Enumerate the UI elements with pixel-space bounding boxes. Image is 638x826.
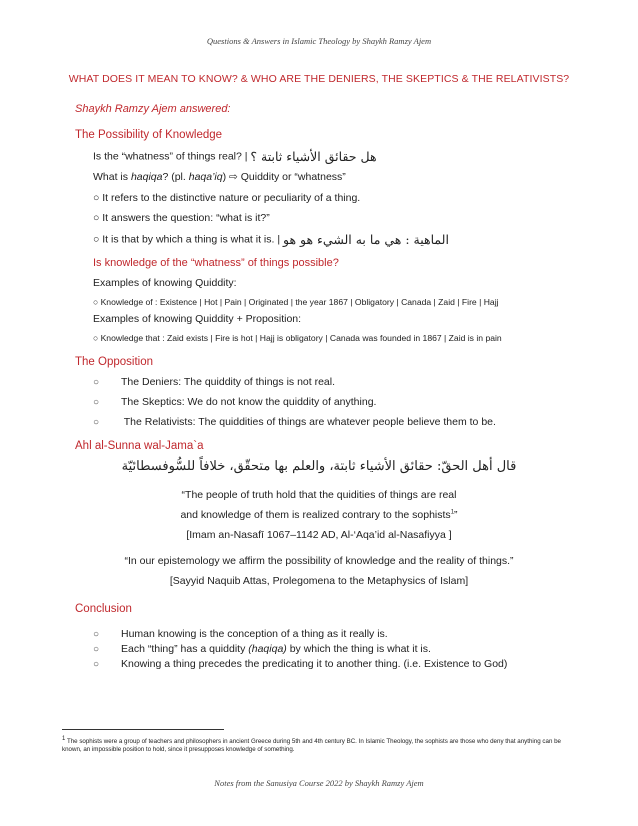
conclusion-text-2-post: by which the thing is what it is. — [286, 643, 431, 655]
opposition-item-deniers — [93, 376, 335, 388]
haqiqa-mid: ? (pl. — [162, 171, 189, 183]
haqiqa-plural: haqa’iq — [188, 171, 223, 183]
nasafi-quote-line1: “The people of truth hold that the quidities of things are real — [181, 489, 457, 501]
footnote-divider — [62, 729, 224, 730]
subheading-whatness-possible: Is knowledge of the “whatness” of things possible? — [93, 257, 339, 269]
conclusion-text-2-term: (haqiqa) — [248, 643, 287, 655]
nasafi-quote-line2 — [0, 509, 638, 521]
bullet-that-by-which-english: ○ It is that by which a thing is what it is. | — [93, 233, 281, 246]
nasafi-arabic-text: قال أهل الحقّ: حقائق الأشياء ثابتة، والعلم بها متحقّق، خلافاً للسُّوفسطائيّة — [121, 459, 517, 474]
question-arabic: هل حقائق الأشياء ثابتة ؟ — [250, 149, 377, 164]
haqiqa-post: ) ⇨ Quiddity or “whatness” — [222, 171, 346, 183]
conclusion-text-3: Knowing a thing precedes the predicating it to another thing. (i.e. Existence to God) — [121, 658, 508, 670]
nasafi-quote-close: ” — [454, 509, 458, 521]
page-header: Questions & Answers in Islamic Theology by Shaykh Ramzy Ajem — [206, 36, 432, 46]
opposition-item-relativists — [93, 416, 496, 428]
bullet-circle: ○ — [93, 377, 100, 388]
bullet-distinctive-nature: ○ It refers to the distinctive nature or peculiarity of a thing. — [93, 192, 361, 204]
opposition-item-skeptics — [93, 396, 376, 408]
relativists-text: The Relativists: The quiddities of things are whatever people believe them to be. — [121, 416, 496, 428]
conclusion-item-2 — [93, 643, 431, 655]
bullet-circle: ○ — [93, 659, 100, 670]
bullet-what-is-it: ○ It answers the question: “what is it?” — [93, 212, 270, 224]
attas-quote: “In our epistemology we affirm the possibility of knowledge and the reality of things.” — [124, 555, 514, 567]
examples-proposition-list: ○ Knowledge that : Zaid exists | Fire is hot | Hajj is obligatory | Canada was founded in 1867 | Zaid is in pain — [93, 333, 502, 343]
page-footer: Notes from the Sanusiya Course 2022 by Shaykh Ramzy Ajem — [214, 778, 424, 788]
attas-citation: [Sayyid Naquib Attas, Prolegomena to the Metaphysics of Islam] — [169, 575, 469, 587]
bullet-circle: ○ — [93, 629, 100, 640]
section-heading-ahl-sunna: Ahl al-Sunna wal-Jama`a — [75, 440, 204, 452]
bullet-circle: ○ — [93, 397, 100, 408]
conclusion-item-1 — [93, 628, 388, 640]
examples-quiddity-label: Examples of knowing Quiddity: — [93, 277, 237, 289]
nasafi-quote-line2-text: and knowledge of them is realized contrary to the sophists — [180, 509, 451, 521]
haqiqa-definition — [93, 171, 346, 183]
mahiyya-arabic: الماهية : هي ما به الشيء هو هو — [282, 232, 449, 247]
conclusion-item-3 — [93, 658, 507, 670]
footnote-number: 1 — [62, 736, 66, 742]
bullet-circle: ○ — [93, 644, 100, 655]
examples-quiddity-list: ○ Knowledge of : Existence | Hot | Pain | Originated | the year 1867 | Obligatory | Canada | Zaid | Fire | Hajj — [93, 297, 499, 307]
examples-proposition-label: Examples of knowing Quiddity + Proposition: — [93, 313, 302, 325]
conclusion-text-1: Human knowing is the conception of a thing as it really is. — [121, 628, 388, 640]
question-line — [93, 149, 377, 164]
footnote-text: The sophists were a group of teachers and philosophers in ancient Greece during 5th and 4th century BC. In Islamic Theology, the sophists are those who deny that anything can be known, an impossible position to hold, since it presupposes knowledge of something. — [62, 738, 561, 754]
answered-by: Shaykh Ramzy Ajem answered: — [75, 103, 231, 115]
skeptics-text: The Skeptics: We do not know the quiddity of anything. — [121, 396, 377, 408]
section-heading-opposition: The Opposition — [75, 356, 153, 368]
footnote — [62, 735, 582, 754]
question-english: Is the “whatness” of things real? | — [93, 150, 248, 163]
document-title: WHAT DOES IT MEAN TO KNOW? & WHO ARE THE DENIERS, THE SKEPTICS & THE RELATIVISTS? — [68, 73, 570, 85]
nasafi-arabic-quote — [0, 459, 638, 474]
bullet-circle: ○ — [93, 417, 100, 428]
section-heading-possibility: The Possibility of Knowledge — [75, 129, 223, 141]
haqiqa-term: haqiqa — [130, 171, 163, 183]
haqiqa-pre: What is — [93, 171, 131, 183]
section-heading-conclusion: Conclusion — [75, 603, 132, 615]
bullet-that-by-which — [93, 232, 449, 247]
deniers-text: The Deniers: The quiddity of things is not real. — [121, 376, 336, 388]
footnote-ref: 1 — [450, 509, 455, 516]
conclusion-text-2-pre: Each “thing” has a quiddity — [121, 643, 249, 655]
nasafi-citation: [Imam an-Nasafī 1067–1142 AD, Al-‘Aqa’id al-Nasafiyya ] — [186, 529, 452, 541]
